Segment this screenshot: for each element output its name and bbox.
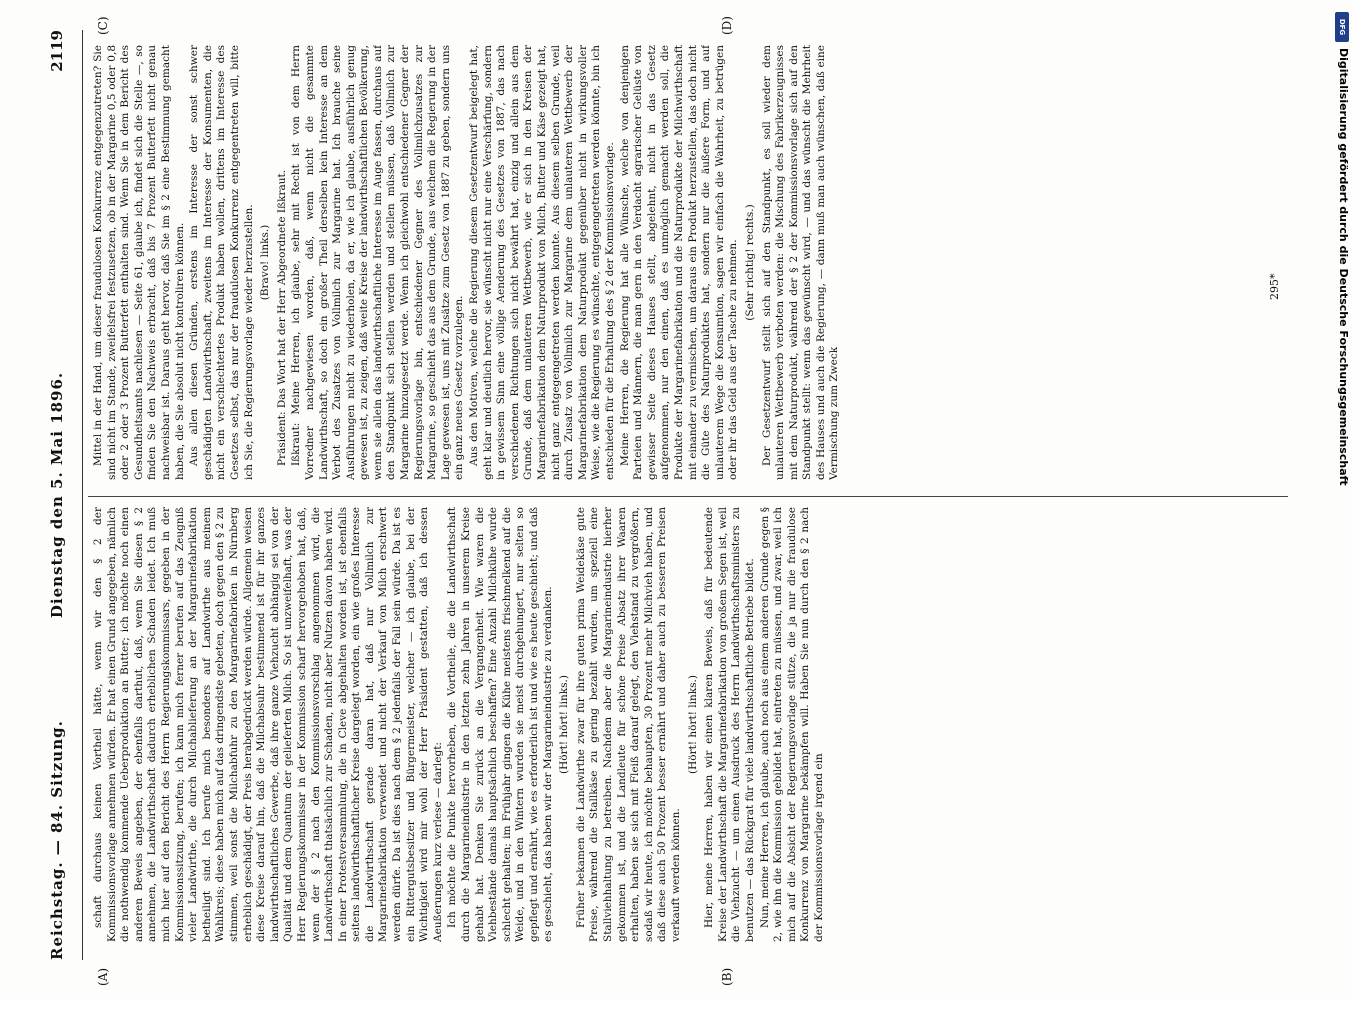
speaker-paragraph: Ißkraut: Meine Herren, ich glaube, sehr mit Recht ist von dem Herrn Vorredner nachgewiesen worden, daß, wenn nicht die gesammte Landwirthschaft, so doch ein großer Theil derselben kein Interesse an dem Verbot des Zusatzes von Vollmilch zur Margarine hat. Ich brauche seine Ausführungen nicht zu wiederholen, da er, wie ich glaube, ausführlich genug gewesen ist, zu zeigen, daß weite Kreise der landwirthschaftlichen Bevölkerung, wenn sie allein das landwirthschaftliche Interesse im Auge fassen, durchaus auf den Standpunkt sich stellen werden und stellen müssen, daß Vollmilch zur Margarine hinzugesetzt werde. Wenn ich gleichwohl entschiedener Gegner der Regierungsvorlage bin, entschiedener Gegner des Vollmilchzusatzes zur Margarine, so geschieht das aus dem Grunde, aus welchem die Regierung in der Lage gewesen ist, uns mit Zusätze zum Gesetz von 1887 zu geben, sondern uns ein ganz neues Gesetz vorzulegen. <box>290 45 466 480</box>
page-header <box>48 30 76 960</box>
header-session: Reichstag. — 84. Sitzung. <box>48 720 66 960</box>
interjection: (Bravo! links.) <box>259 224 272 301</box>
signature-mark: 295* <box>1268 273 1281 300</box>
interjection: (Hört! hört! links.) <box>558 675 571 774</box>
paragraph: schaft durchaus keinen Vortheil hätte, wenn wir den § 2 der Kommissionsvorlage annehmen würden. Er hat einen Grund angegeben, nämlich die nothwendig kommende Ueberproduktion an Butter; ich möchte noch einen anderen Beweis angeben, der ebenfalls darthut, daß, wenn Sie diesen § 2 annehmen, die Landwirthschaft dadurch erheblichen Schaden leidet. Ich muß mich hier auf den Bericht des Herrn Regierungskommissars, gegeben in der Kommissionssitzung, berufen; ich kann mich ferner berufen auf das Zeugniß vieler Landwirthe, die durch Milchablieferung an der Margarinefabrikation betheiligt sind. Ich berufe mich besonders auf Landwirthe aus meinem Wahlkreis; diese haben mich auf das dringendste gebeten, doch gegen den § 2 zu stimmen, weil sonst die Milchabfuhr zu den Margarinefabriken in Nürnberg erheblich geschädigt, der Preis herabgedrückt werden würde. Allgemein weisen diese Kreise darauf hin, daß die Milchabsuhr bestimmend ist für ihr ganzes landwirthschaftliches Gewerbe, daß ihre ganze Viehzucht abhängig sei von der Qualität und dem Quantum der gelieferten Milch. So ist unzweifelhaft, was der Herr Regierungskommissar in der Kommission scharf hervorgehoben hat, daß, wenn der § 2 nach den Kommissionsvorschlag angenommen wird, die Landwirthschaft thatsächlich zur Schaden, nicht aber Nutzen davon haben wird. In einer Protestversammlung, die in Cleve abgehalten worden ist, ist ebenfalls seitens landwirthschaftlicher Kreise dargelegt worden, ein wie großes Interesse die Landwirthschaft gerade daran hat, daß nur Vollmilch zur Margarinefabrikation verwendet und nicht der Verkauf von Milch erschwert werden dürfe. Da ist dies nach dem § 2 jedenfalls der Fall sein würde. Da ist es ein Rittergutsbesitzer und Bürgermeister, welcher — ich glaube, bei der Wichtigkeit wird mir wohl der Herr Präsident gestatten, daß ich dessen Aeußerungen kurz verlese — darlegt: <box>92 507 444 942</box>
paragraph: Mittel in der Hand, um dieser fraudulosen Konkurrenz entgegenzutreten? Sie sind nicht im Stande, zweifelsfrei festzusetzen, ob in der Margarine 0,5 oder 0,8 oder 2 oder 3 Prozent Butterfett enthalten sind. Wenn Sie in dem Bericht des Gesundheitsamts nachlesen — Seite 61, glaube ich, findet sich die Stelle —, so finden Sie den Nachweis erbracht, daß bis 7 Prozent Butterfett nicht genau nachweisbar ist. Daraus geht hervor, daß Sie im § 2 eine Bestimmung gemacht haben, die Sie absolut nicht kontroliren können. <box>92 45 186 480</box>
margin-marker-c: (C) <box>96 16 110 35</box>
paragraph: Nun, meine Herren, ich glaube, auch noch aus einem anderen Grunde gegen § 2, wie ihn die Kommission gebildet hat, eintreten zu müssen, und zwar, weil ich mich auf die Absicht der Regierungsvorlage stütze, die ja nur die fraudulose Konkurrenz von Margarine bekämpfen will. Haben Sie nun durch den § 2 nach der Kommissionsvorlage irgend ein <box>758 507 825 942</box>
credit-text: Digitalisierung gefördert durch die Deutsche Forschungsgemeinschaft <box>1337 48 1350 486</box>
paragraph: Der Gesetzentwurf stellt sich auf den Standpunkt, es soll wieder dem unlauteren Wettbewerb verboten werden: die Mischung des Fabrikerzeugnisses mit dem Naturprodukt, während der § 2 der Kommissionsvorlage sich auf den Standpunkt stellt: wenn das gewünscht wird, — und das wünscht die Mehrheit des Hauses und auch die Regierung, — dann muß man auch wünschen, daß eine Vermischung zum Zweck <box>760 45 841 480</box>
digitization-credit <box>1334 6 1352 986</box>
paragraph: Ich möchte die Punkte hervorheben, die Vortheile, die die Landwirthschaft durch die Margarineindustrie in den letzten zehn Jahren in unserem Kreise gehabt hat. Denken Sie zurück an die Vergangenheit. Wie waren die Viehbestände damals hauptsächlich beschaffen? Eine Anzahl Milchkühe wurde schlecht gehalten; im Frühjahr gingen die Kühe meistens frischmelkend auf die Weide, und in den Wintern wurden sie meist durchgehungert, nur selten so gepflegt und ernährt, wie es erforderlich ist und wie es heute geschieht; und daß es geschieht, das haben wir der Margarineindustrie zu verdanken. <box>446 507 554 942</box>
paragraph: Meine Herren, die Regierung hat alle Wünsche, welche von denjenigen Parteien und Männern, die man gern in den Verdacht agrarischer Gelüste von gewisser Seite dieses Hauses stellt, abgelehnt, nicht in das Gesetz aufgenommen, nur den einen, daß es unmöglich gemacht werden soll, die Produkte der Margarinefabrikation und die Naturprodukte der Milchwirthschaft mit einander zu vermischen, um daraus ein Produkt herzustellen, das doch nicht die Güte des Naturproduktes hat, sondern nur die äußere Form, und auf unlauterem Wege die Konsumtion, sagen wir einfach die Wahrheit, zu betrügen oder ihr das Geld aus der Tasche zu nehmen. <box>618 45 740 480</box>
margin-marker-b: (B) <box>720 967 734 986</box>
left-column <box>92 507 1252 942</box>
paragraph: Aus allen diesen Gründen, erstens im Interesse der sonst schwer geschädigten Landwirthschaft, zweitens im Interesse der Konsumenten, die nicht ein verschlechtertes Produkt haben wollen, drittens im Interesse des Gesetzes selbst, das nur der fraudulosen Konkurrenz entgegentreten will, bitte ich Sie, die Regierungsvorlage wieder herzustellen. <box>188 45 255 480</box>
dfg-logo: DFG <box>1335 12 1349 42</box>
header-rule <box>82 30 83 960</box>
interjection: (Hört! hört! links.) <box>686 675 699 774</box>
column-divider <box>88 496 1288 497</box>
margin-marker-d: (D) <box>720 16 734 35</box>
paragraph: Hier, meine Herren, haben wir einen klaren Beweis, daß für bedeutende Kreise der Landwirthschaft die Margarinefabrikation von großem Segen ist, weil die Viehzucht — um einen Ausdruck des Herrn Landwirthschaftsministers zu benutzen — das Rückgrat für viele landwirthschaftliche Betriebe bildet. <box>703 507 756 942</box>
speaker-paragraph: Präsident: Das Wort hat der Herr Abgeordnete Ißkraut. <box>275 169 288 466</box>
margin-marker-a: (A) <box>96 967 110 986</box>
header-date: Dienstag den 5. Mai 1896. <box>48 371 66 619</box>
right-column <box>92 45 1252 480</box>
paragraph: Früher bekamen die Landwirthe zwar für ihre guten prima Weidekäse gute Preise, während die Stallkäse zu gering bezahlt wurden, um speziell eine Stallviehhaltung zu betreiben. Nachdem aber die Margarineindustrie hierher gekommen ist, und die Landleute für schöne Preise Absatz ihrer Waaren erhalten, haben sie sich mit Fleiß darauf gelegt, den Viehstand zu vergrößern, sodaß wir heute, ich möchte behaupten, 30 Prozent mehr Milchvieh haben, und daß diese auch 50 Prozent besser ernährt und daher auch zu besseren Preisen verkauft werden können. <box>574 507 682 942</box>
page-number: 2119 <box>48 30 66 72</box>
paragraph: Aus den Motiven, welche die Regierung diesem Gesetzentwurf beigelegt hat, geht klar und deutlich hervor, sie wünscht nicht nur eine Verschärfung, sondern in gewissem Sinn eine völlige Aenderung des Gesetzes von 1887, das nach verschiedenen Richtungen sich nicht bewährt hat, einzig und allein aus dem Grunde, daß dem unlauteren Wettbewerb, wie er sich in den Kreisen der Margarinefabrikation dem Naturprodukt von Milch, Butter und Käse gezeigt hat, nicht ganz entgegengetreten werden konnte. Aus diesem selben Grunde, weil durch Zusatz von Vollmilch zur Margarine dem unlauteren Wettbewerb der Margarinefabrikation dem Naturprodukt gegenüber nicht in wirkungsvoller Weise, wie die Regierung es wünschte, entgegengetreten werden könnte, bin ich entschieden für die Erhaltung des § 2 der Kommissionsvorlage. <box>468 45 616 480</box>
interjection: (Sehr richtig! rechts.) <box>743 204 756 321</box>
